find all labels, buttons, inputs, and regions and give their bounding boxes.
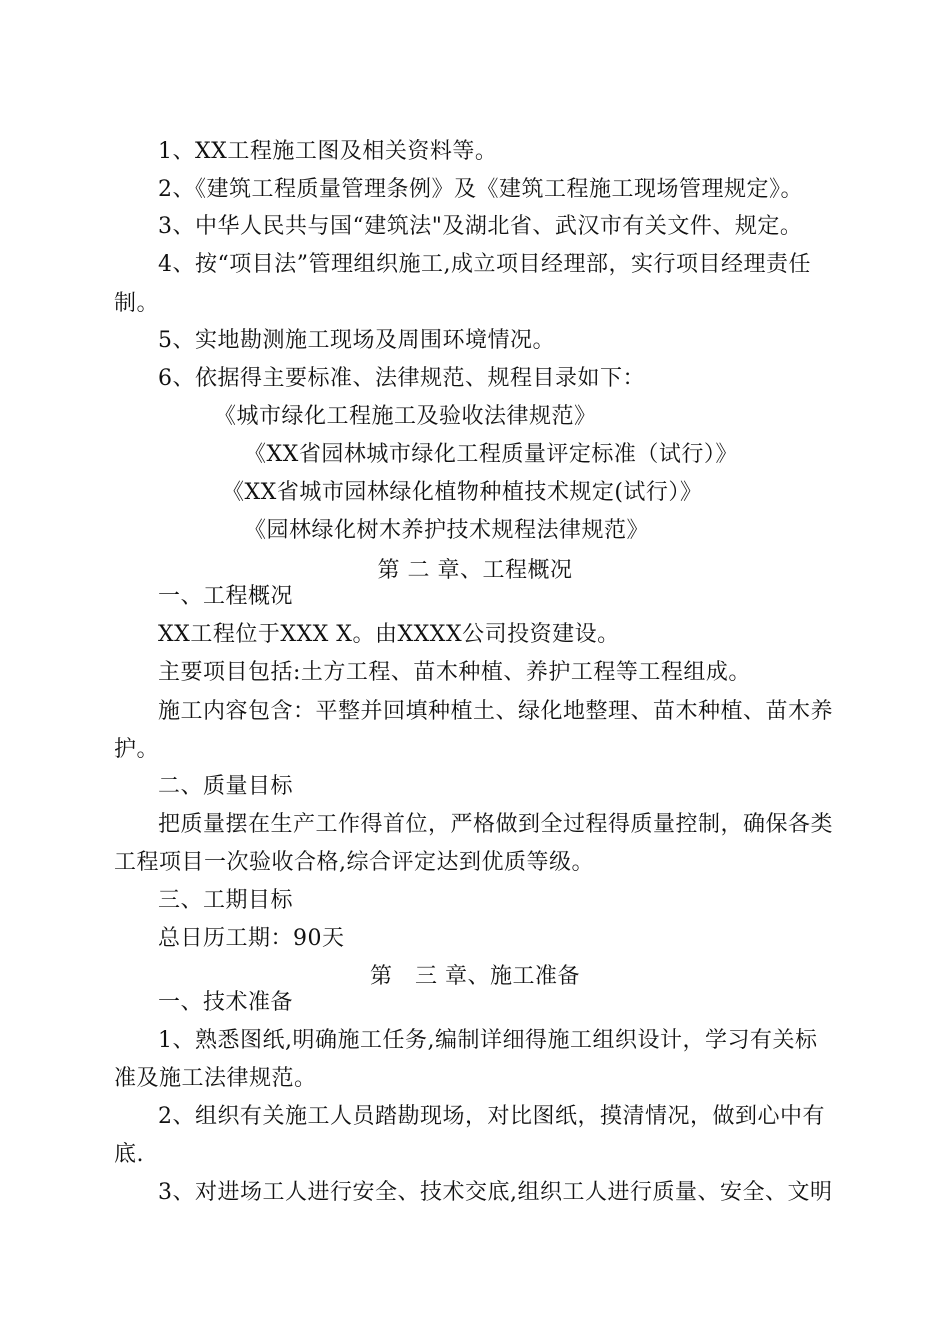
standard-item: 《XX省园林城市绿化工程质量评定标准（试行）》 <box>244 442 738 467</box>
chapter-3-title: 第 三 章、施工准备 <box>370 964 580 989</box>
chapter-2-s1-paragraph-3-line-1: 施工内容包含：平整并回填种植土、绿化地整理、苗木种植、苗木养 <box>158 699 834 724</box>
basis-item-4-line-1: 4、按“项目法”管理组织施工,成立项目经理部，实行项目经理责任 <box>158 252 811 277</box>
chapter-3-paragraph-1-line-1: 1、熟悉图纸,明确施工任务,编制详细得施工组织设计，学习有关标 <box>158 1028 818 1053</box>
basis-item-2: 2、《建筑工程质量管理条例》及《建筑工程施工现场管理规定》。 <box>158 177 803 202</box>
chapter-2-s1-paragraph-1: XX工程位于XXX X。由XXXX公司投资建设。 <box>158 622 620 647</box>
chapter-2-section-3-heading: 三、工期目标 <box>158 888 294 913</box>
chapter-2-s1-paragraph-2: 主要项目包括:土方工程、苗木种植、养护工程等工程组成。 <box>158 660 751 685</box>
chapter-2-section-2-heading: 二、质量目标 <box>158 774 294 799</box>
chapter-2-section-1-heading: 一、工程概况 <box>158 584 294 609</box>
chapter-2-s3-paragraph: 总日历工期：90天 <box>158 926 345 951</box>
basis-item-6: 6、依据得主要标准、法律规范、规程目录如下： <box>158 366 645 391</box>
chapter-2-s2-paragraph-line-1: 把质量摆在生产工作得首位，严格做到全过程得质量控制，确保各类 <box>158 812 834 837</box>
chapter-2-title: 第 二 章、工程概况 <box>377 558 573 583</box>
chapter-3-section-1-heading: 一、技术准备 <box>158 990 294 1015</box>
standard-item: 《XX省城市园林绿化植物种植技术规定(试行）》 <box>222 480 703 505</box>
standard-item: 《城市绿化工程施工及验收法律规范》 <box>214 404 597 429</box>
chapter-3-paragraph-2-line-1: 2、组织有关施工人员踏勘现场，对比图纸，摸清情况，做到心中有 <box>158 1104 825 1129</box>
chapter-2-s1-paragraph-3-line-2: 护。 <box>114 737 160 762</box>
basis-item-5: 5、实地勘测施工现场及周围环境情况。 <box>158 328 555 353</box>
chapter-3-paragraph-1-line-2: 准及施工法律规范。 <box>114 1066 317 1091</box>
chapter-2-s2-paragraph-line-2: 工程项目一次验收合格,综合评定达到优质等级。 <box>114 850 594 875</box>
chapter-3-paragraph-2-line-2: 底. <box>114 1142 144 1167</box>
standard-item: 《园林绿化树木养护技术规程法律规范》 <box>244 518 650 543</box>
chapter-3-paragraph-3-line-1: 3、对进场工人进行安全、技术交底,组织工人进行质量、安全、文明 <box>158 1180 833 1205</box>
basis-item-3: 3、中华人民共与国“建筑法"及湖北省、武汉市有关文件、规定。 <box>158 214 803 239</box>
basis-item-1: 1、XX工程施工图及相关资料等。 <box>158 139 498 164</box>
basis-item-4-line-2: 制。 <box>114 291 160 316</box>
